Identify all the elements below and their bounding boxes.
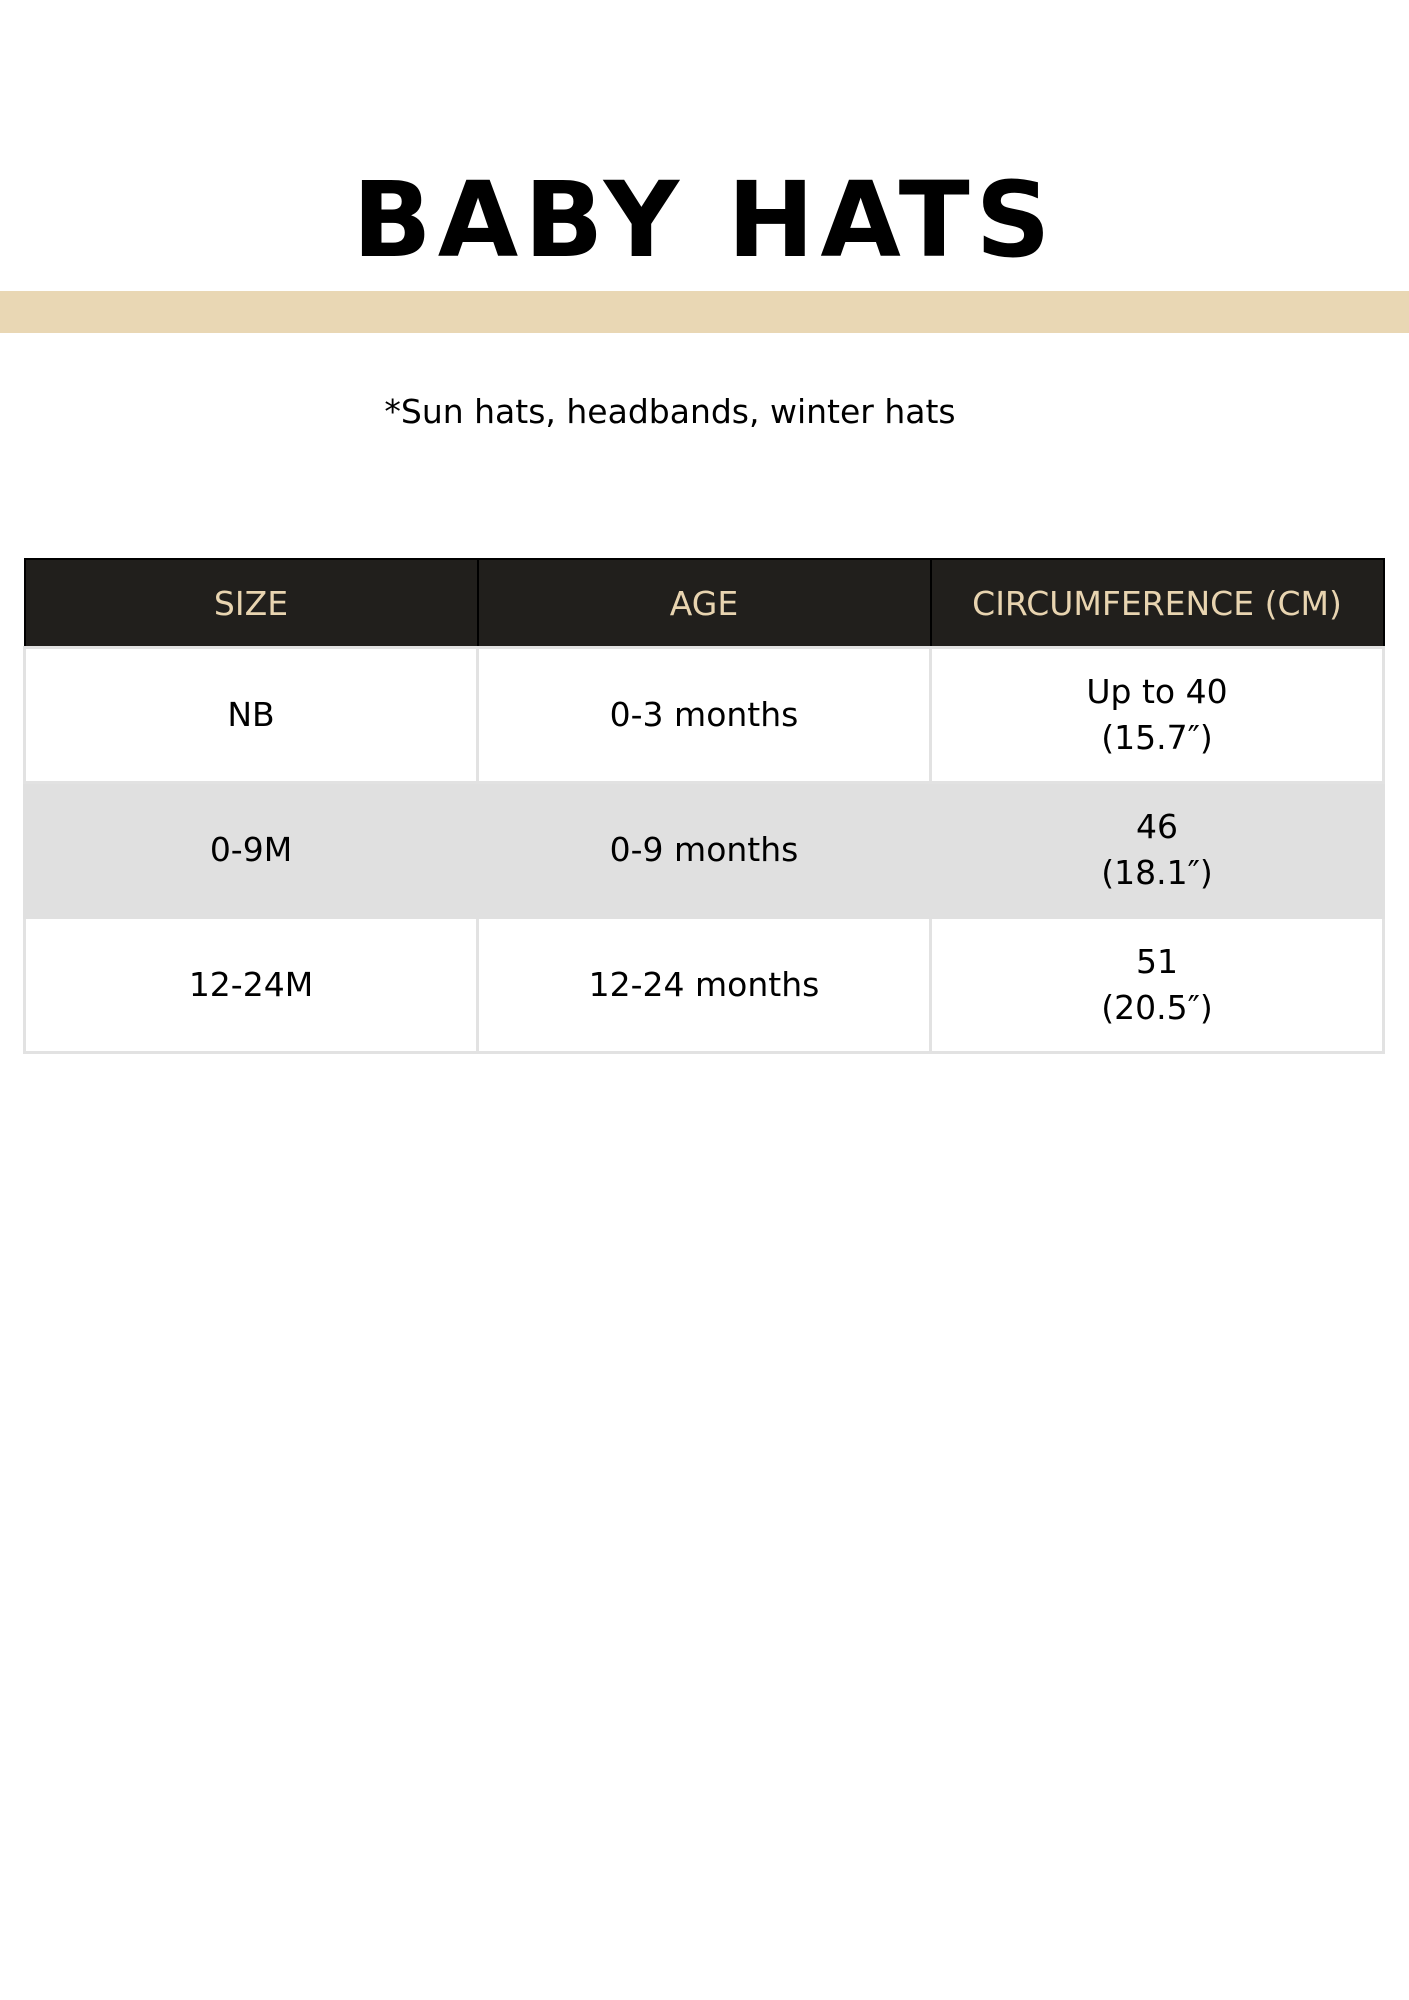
- header-size: SIZE: [25, 559, 478, 648]
- header-circumference: CIRCUMFERENCE (CM): [931, 559, 1384, 648]
- cell-circumference: [931, 918, 1384, 1053]
- circumference-cm: 51: [1136, 942, 1178, 981]
- circumference-in: (20.5″): [1101, 988, 1213, 1027]
- table-header-row: [25, 559, 1384, 648]
- cell-size: 12-24M: [25, 918, 478, 1053]
- circumference-in: (15.7″): [1101, 718, 1213, 757]
- page-title: BABY HATS: [352, 159, 1057, 281]
- cell-age: 0-9 months: [478, 783, 931, 918]
- cell-age: 0-3 months: [478, 648, 931, 783]
- cell-size: NB: [25, 648, 478, 783]
- header-age: AGE: [478, 559, 931, 648]
- cell-circumference: [931, 648, 1384, 783]
- circumference-cm: 46: [1136, 807, 1178, 846]
- table-row: [25, 648, 1384, 783]
- table-row: [25, 783, 1384, 918]
- cell-age: 12-24 months: [478, 918, 931, 1053]
- cell-circumference: [931, 783, 1384, 918]
- circumference-in: (18.1″): [1101, 853, 1213, 892]
- size-chart-table: [23, 558, 1385, 1054]
- accent-band: [0, 291, 1409, 333]
- table-row: [25, 918, 1384, 1053]
- cell-size: 0-9M: [25, 783, 478, 918]
- circumference-cm: Up to 40: [1086, 672, 1228, 711]
- subtitle: *Sun hats, headbands, winter hats: [384, 392, 956, 431]
